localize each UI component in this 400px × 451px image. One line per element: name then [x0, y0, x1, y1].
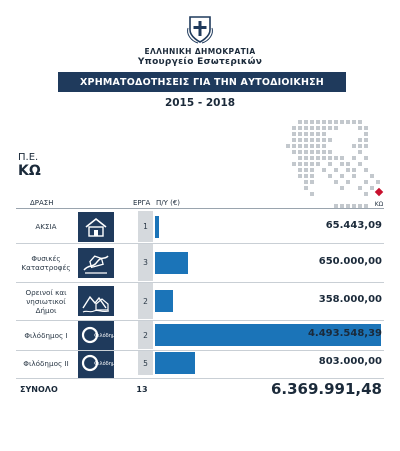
map-dot	[316, 144, 320, 148]
disaster-icon	[78, 248, 114, 278]
map-dot	[322, 144, 326, 148]
map-dot	[370, 186, 374, 190]
map-dot	[298, 150, 302, 154]
header-divider	[16, 208, 384, 209]
map-dot	[352, 168, 356, 172]
map-dot	[334, 120, 338, 124]
map-dot	[292, 138, 296, 142]
map-dot	[316, 150, 320, 154]
map-dot	[358, 186, 362, 190]
map-dot	[340, 174, 344, 178]
filodimos-logo-icon	[78, 320, 122, 350]
funding-value: 65.443,09	[325, 219, 382, 231]
map-dot	[328, 162, 332, 166]
map-dot	[358, 150, 362, 154]
map-dot	[310, 120, 314, 124]
map-dot	[364, 126, 368, 130]
map-dot	[286, 144, 290, 148]
map-dot	[310, 126, 314, 130]
map-dot	[316, 126, 320, 130]
map-dot	[298, 138, 302, 142]
region-marker-label: ΚΩ	[374, 201, 384, 208]
map-dot	[310, 144, 314, 148]
map-dot	[334, 168, 338, 172]
funding-bar	[155, 252, 188, 274]
house-icon	[78, 212, 114, 242]
map-dot	[304, 168, 308, 172]
row-label: Ορεινοί και νησιωτικοί Δήμοι	[25, 287, 67, 315]
map-dot	[352, 156, 356, 160]
column-header-action: ΔΡΑΣΗ	[30, 199, 54, 207]
years-label: 2015 - 2018	[164, 97, 236, 109]
map-dot	[298, 126, 302, 130]
funding-bar	[155, 290, 173, 312]
map-dot	[376, 180, 380, 184]
map-dot	[340, 186, 344, 190]
map-dot	[292, 132, 296, 136]
map-dot	[334, 126, 338, 130]
map-dot	[298, 132, 302, 136]
map-dot	[364, 138, 368, 142]
filodimos-logo-text: Φιλόδημος	[94, 333, 122, 339]
map-dot	[322, 120, 326, 124]
map-dot	[292, 150, 296, 154]
mountain-island-icon	[78, 286, 114, 316]
region-prefix: Π.Ε.	[18, 152, 39, 163]
map-dot	[346, 120, 350, 124]
map-dot	[322, 126, 326, 130]
map-dot	[310, 162, 314, 166]
map-dot	[292, 162, 296, 166]
map-dot	[310, 192, 314, 196]
map-dot	[304, 162, 308, 166]
total-count: 13	[136, 385, 148, 394]
map-dot	[352, 174, 356, 178]
map-dot	[304, 150, 308, 154]
map-dot	[310, 156, 314, 160]
map-dot	[352, 120, 356, 124]
project-count: 5	[138, 351, 153, 375]
row-label: Φυσικές Καταστροφές	[21, 253, 71, 272]
map-dot	[328, 138, 332, 142]
map-dot	[364, 132, 368, 136]
map-dot	[298, 162, 302, 166]
filodimos-logo-icon	[78, 348, 122, 378]
map-dot	[328, 174, 332, 178]
row-divider	[16, 282, 384, 283]
map-dot	[334, 180, 338, 184]
row-label: Φιλόδημος Ι	[24, 330, 68, 340]
map-dot	[298, 174, 302, 178]
total-divider	[16, 378, 384, 379]
map-dot	[304, 174, 308, 178]
map-dot	[310, 174, 314, 178]
map-dot	[358, 126, 362, 130]
map-dot	[310, 138, 314, 142]
funding-bar	[155, 352, 195, 374]
map-dot	[292, 126, 296, 130]
filodimos-logo-text: Φιλόδημος	[94, 361, 122, 367]
total-label: ΣΥΝΟΛΟ	[20, 385, 58, 394]
map-dot	[322, 150, 326, 154]
map-dot	[316, 156, 320, 160]
map-dot	[334, 156, 338, 160]
map-dot	[310, 150, 314, 154]
funding-value: 358.000,00	[318, 294, 382, 305]
map-dot	[358, 162, 362, 166]
map-dot	[304, 120, 308, 124]
row-divider	[16, 350, 384, 351]
map-dot	[298, 156, 302, 160]
map-dot	[358, 138, 362, 142]
map-dot	[304, 144, 308, 148]
map-dot	[370, 174, 374, 178]
map-dot	[346, 180, 350, 184]
map-dot	[358, 120, 362, 124]
map-dot	[328, 156, 332, 160]
map-dot	[346, 168, 350, 172]
title-banner	[58, 72, 346, 92]
map-dot	[358, 144, 362, 148]
project-count: 3	[138, 244, 153, 281]
map-dot	[340, 156, 344, 160]
map-dot	[364, 156, 368, 160]
map-dot	[322, 132, 326, 136]
map-dot	[322, 168, 326, 172]
map-dot	[328, 150, 332, 154]
project-count: 2	[138, 283, 153, 319]
map-dot	[322, 138, 326, 142]
greece-dot-map	[280, 115, 390, 215]
row-divider	[16, 320, 384, 321]
funding-value: 803.000,00	[318, 356, 382, 367]
project-count: 1	[138, 211, 153, 242]
row-label: ΑΚΣΙΑ	[35, 222, 57, 231]
map-dot	[340, 162, 344, 166]
map-dot	[310, 180, 314, 184]
project-count: 2	[138, 321, 153, 349]
region-name: ΚΩ	[18, 163, 41, 179]
row-label: Φιλόδημος ΙΙ	[23, 358, 69, 368]
map-dot	[304, 126, 308, 130]
region-marker	[375, 188, 383, 196]
greek-emblem-icon	[186, 14, 214, 44]
column-header-projects: ΕΡΓΑ	[133, 199, 151, 207]
map-dot	[310, 132, 314, 136]
map-dot	[304, 138, 308, 142]
map-dot	[364, 192, 368, 196]
map-dot	[316, 120, 320, 124]
map-dot	[304, 156, 308, 160]
map-dot	[364, 144, 368, 148]
total-value: 6.369.991,48	[270, 380, 382, 398]
column-header-budget: Π/Υ (€)	[156, 199, 181, 207]
map-dot	[304, 186, 308, 190]
map-dot	[304, 132, 308, 136]
map-dot	[346, 162, 350, 166]
funding-bar	[155, 216, 159, 238]
map-dot	[352, 144, 356, 148]
map-dot	[292, 144, 296, 148]
map-dot	[316, 132, 320, 136]
map-dot	[298, 168, 302, 172]
map-dot	[316, 162, 320, 166]
map-dot	[340, 120, 344, 124]
page-title: ΧΡΗΜΑΤΟΔΟΤΗΣΕΙΣ ΓΙΑ ΤΗΝ ΑΥΤΟΔΙΟΙΚΗΣΗ	[80, 76, 324, 88]
map-dot	[328, 120, 332, 124]
map-dot	[364, 180, 368, 184]
map-dot	[328, 126, 332, 130]
map-dot	[316, 138, 320, 142]
map-dot	[310, 168, 314, 172]
map-dot	[364, 168, 368, 172]
map-dot	[298, 120, 302, 124]
row-divider	[16, 243, 384, 244]
map-dot	[298, 144, 302, 148]
funding-value: 650.000,00	[318, 255, 382, 267]
map-dot	[304, 180, 308, 184]
ministry-line2: Υπουργείο Εσωτερικών	[137, 57, 263, 67]
funding-value: 4.493.548,39	[307, 328, 382, 339]
map-dot	[322, 156, 326, 160]
ministry-line1: ΕΛΛΗΝΙΚΗ ΔΗΜΟΚΡΑΤΙΑ	[144, 47, 256, 56]
